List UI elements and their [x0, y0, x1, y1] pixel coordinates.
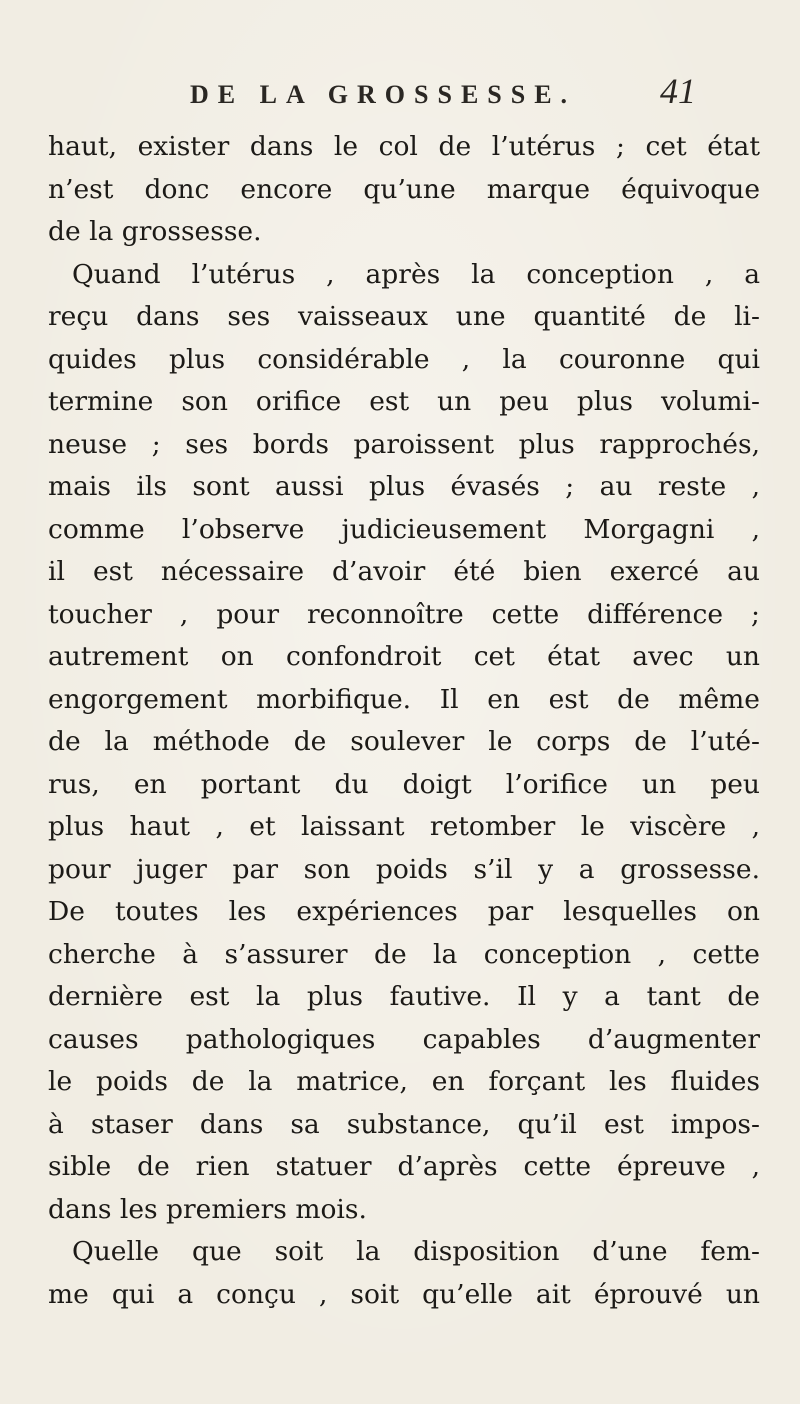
- text-line-25: sible de rien statuer d’après cette épreuve ,: [48, 1151, 760, 1182]
- text-line-13: autrement on confondroit cet état avec un: [48, 641, 760, 672]
- text-line-5: reçu dans ses vaisseaux une quantité de li-: [48, 301, 760, 332]
- text-line-28: me qui a conçu , soit qu’elle ait éprouvé un: [48, 1278, 760, 1310]
- running-title: DE LA GROSSESSE.: [190, 80, 577, 109]
- running-head: [190, 70, 750, 130]
- body-text: [48, 126, 760, 1316]
- text-line-26: dans les premiers mois.: [48, 1193, 367, 1225]
- text-line-19: De toutes les expériences par lesquelles on: [48, 896, 760, 927]
- text-line-12: toucher , pour reconnoître cette différence ;: [48, 598, 760, 630]
- text-line-3: de la grossesse.: [48, 216, 262, 247]
- text-line-20: cherche à s’assurer de la conception , cette: [48, 938, 760, 970]
- text-line-22: causes pathologiques capables d’augmenter: [48, 1023, 760, 1055]
- text-line-14: engorgement morbifique. Il en est de même: [48, 683, 760, 715]
- text-line-9: mais ils sont aussi plus évasés ; au reste ,: [48, 471, 760, 502]
- text-line-17: plus haut , et laissant retomber le viscère ,: [48, 811, 760, 842]
- text-line-7: termine son orifice est un peu plus volumi-: [48, 386, 760, 417]
- text-line-6: quides plus considérable , la couronne qui: [48, 343, 760, 375]
- text-line-10: comme l’observe judicieusement Morgagni ,: [48, 513, 760, 545]
- text-line-4: Quand l’utérus , après la conception , a: [72, 258, 760, 290]
- text-line-11: il est nécessaire d’avoir été bien exercé au: [48, 556, 760, 587]
- text-line-24: à staser dans sa substance, qu’il est impos-: [48, 1108, 760, 1140]
- page-number: 41: [660, 71, 696, 111]
- text-line-18: pour juger par son poids s’il y a grossesse.: [48, 853, 760, 885]
- text-line-27: Quelle que soit la disposition d’une fem-: [72, 1236, 760, 1267]
- text-line-15: de la méthode de soulever le corps de l’uté-: [48, 726, 760, 757]
- text-line-2: n’est donc encore qu’une marque équivoque: [48, 173, 760, 205]
- text-line-16: rus, en portant du doigt l’orifice un peu: [48, 768, 760, 800]
- text-line-1: haut, exister dans le col de l’utérus ; cet état: [48, 131, 760, 162]
- text-line-21: dernière est la plus fautive. Il y a tant de: [48, 981, 760, 1012]
- text-line-23: le poids de la matrice, en forçant les fluides: [48, 1066, 760, 1097]
- text-line-8: neuse ; ses bords paroissent plus rapprochés,: [48, 428, 760, 460]
